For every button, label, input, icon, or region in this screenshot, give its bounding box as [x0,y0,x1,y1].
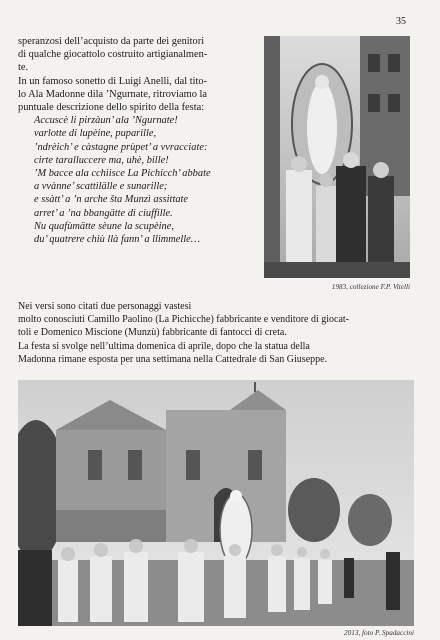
body-text-block [18,300,414,366]
procession-photo-2013 [18,380,414,626]
poem-line: e ssàtt’ a ’n arche šta Munzì assittate [34,194,189,206]
text-line: speranzosi dell’acquisto da parte dei genitori [18,36,205,47]
text-line: puntuale descrizione dello spirito della festa: [18,102,205,114]
poem-line: arret’ a ’na bbangätte di ciuffille. [34,207,173,219]
photo-caption: 2013, foto P. Spadaccini [344,629,414,637]
procession-photo-1983 [264,36,410,278]
poem-line: Accuscè li pirzàun’ ala ’Ngurnate! [34,115,178,127]
photo-caption: 1983, collezione F.P. Vitelli [331,283,410,291]
text-line: In un famoso sonetto di Luigi Anelli, dal tito- [18,75,208,87]
text-line: te. [18,62,29,74]
poem [18,114,258,246]
text-line: La festa si svolge nell’ultima domenica di aprile, dopo che la statua della [18,340,310,352]
poem-line: du’ quatrere chiù llà fann’ a llimmelle… [34,234,201,246]
text-line: di qualche giocattolo costruito artigianalmen- [18,49,208,61]
text-line: lo Ala Madonne dila ’Ngurnate, ritroviamo la [18,88,207,100]
poem-line: ’M bacce ala cchìisce La Pichicch’ abbate [34,168,211,180]
text-line: Madonna rimane esposta per una settimana nella Cattedrale di San Giuseppe. [18,353,328,365]
text-line: Nei versi sono citati due personaggi vastesi [18,301,192,312]
top-text-block [18,35,258,246]
page-number: 35 [396,16,406,27]
poem-line: varlotte di lupèine, puparille, [34,128,157,140]
text-line: toli e Domenico Miscione (Munzù) fabbricante di fantocci di creta. [18,327,287,339]
poem-line: ’ndrèich’ e càstagne prùpet’ a vvracciate: [34,141,208,153]
poem-line: a vvànne’ scattìlälle e sunarille; [34,181,168,193]
poem-line: Nu quafùmätte sèune la scupèine, [34,220,174,232]
text-line: molto conosciuti Camillo Paolino (La Pichicche) fabbricante e venditore di giocat- [18,314,350,326]
poem-line: cirte taralluccere ma, uhè, bille! [34,154,169,166]
